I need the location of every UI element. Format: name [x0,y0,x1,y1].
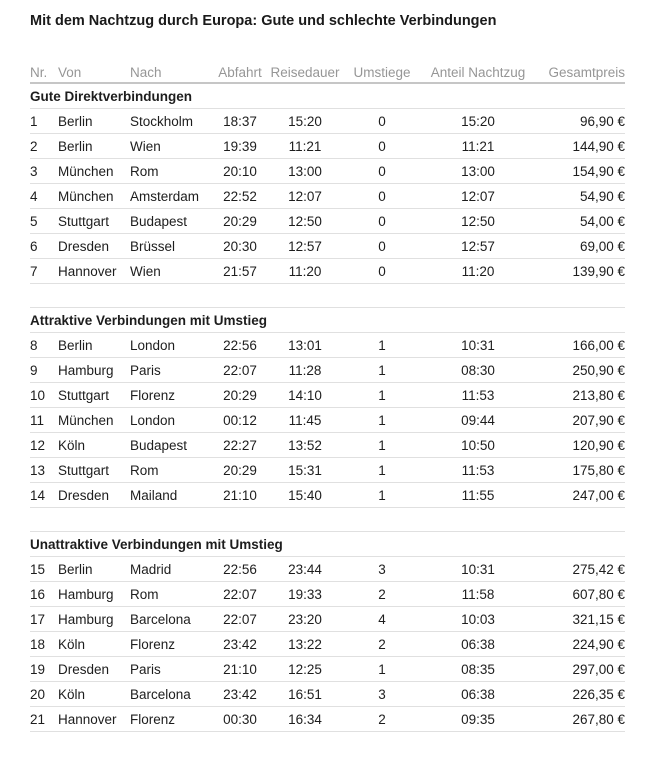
cell-anteil-nachtzug: 13:00 [461,163,495,179]
cell-gesamtpreis: 166,00 € [572,337,625,353]
cell-nr: 1 [30,113,38,129]
cell-abfahrt: 20:10 [223,163,257,179]
cell-gesamtpreis: 120,90 € [572,437,625,453]
cell-nr: 13 [30,462,46,478]
cell-von: Berlin [58,138,93,154]
cell-umstiege: 1 [378,437,386,453]
cell-reisedauer: 13:00 [288,163,322,179]
cell-reisedauer: 12:07 [288,188,322,204]
table-section [30,531,625,732]
cell-nr: 3 [30,163,38,179]
table-row [30,483,625,508]
table-row [30,458,625,483]
cell-umstiege: 2 [378,711,386,727]
cell-abfahrt: 22:56 [223,337,257,353]
cell-gesamtpreis: 213,80 € [572,387,625,403]
cell-von: Dresden [58,661,110,677]
cell-von: Dresden [58,487,110,503]
cell-nach: Paris [130,661,161,677]
cell-von: Köln [58,636,86,652]
cell-von: Stuttgart [58,462,110,478]
cell-nr: 7 [30,263,38,279]
cell-umstiege: 3 [378,561,386,577]
cell-reisedauer: 12:25 [288,661,322,677]
cell-gesamtpreis: 69,00 € [579,238,625,254]
cell-gesamtpreis: 297,00 € [572,661,625,677]
cell-abfahrt: 18:37 [223,113,257,129]
table-row [30,557,625,582]
cell-umstiege: 0 [378,163,386,179]
cell-anteil-nachtzug: 11:21 [461,138,495,154]
cell-umstiege: 1 [378,337,386,353]
cell-reisedauer: 15:20 [288,113,322,129]
cell-abfahrt: 20:30 [223,238,257,254]
cell-anteil-nachtzug: 06:38 [461,686,495,702]
cell-anteil-nachtzug: 09:35 [461,711,495,727]
cell-nr: 21 [30,711,46,727]
cell-nach: London [130,412,176,428]
cell-nr: 9 [30,362,38,378]
cell-umstiege: 0 [378,138,386,154]
table-row [30,383,625,408]
cell-nach: Florenz [130,636,176,652]
table-row [30,582,625,607]
column-header-nr: Nr. [30,64,48,80]
cell-reisedauer: 11:21 [288,138,322,154]
cell-gesamtpreis: 607,80 € [572,586,625,602]
cell-von: Berlin [58,561,93,577]
cell-nach: Paris [130,362,161,378]
cell-anteil-nachtzug: 11:20 [461,263,495,279]
cell-nr: 20 [30,686,46,702]
table-row [30,234,625,259]
cell-abfahrt: 00:30 [223,711,257,727]
table-row [30,333,625,358]
table-row [30,657,625,682]
cell-von: Hamburg [58,362,114,378]
table-row [30,259,625,284]
cell-reisedauer: 11:28 [288,362,322,378]
cell-nach: Mailand [130,487,178,503]
table-row [30,134,625,159]
cell-umstiege: 0 [378,263,386,279]
cell-nach: Budapest [130,437,188,453]
cell-abfahrt: 22:07 [223,611,257,627]
table-row [30,159,625,184]
cell-nr: 6 [30,238,38,254]
section-header-label: Unattraktive Verbindungen mit Umstieg [30,532,625,557]
table-row [30,707,625,732]
cell-nr: 10 [30,387,46,403]
cell-nach: Amsterdam [130,188,200,204]
cell-reisedauer: 11:45 [288,412,322,428]
cell-reisedauer: 19:33 [288,586,322,602]
table-row [30,109,625,134]
table-section [30,84,625,284]
cell-gesamtpreis: 275,42 € [572,561,625,577]
column-header-reisedauer: Reisedauer [270,64,340,80]
table-header-row [30,62,625,84]
cell-abfahrt: 19:39 [223,138,257,154]
cell-reisedauer: 16:51 [288,686,322,702]
cell-gesamtpreis: 267,80 € [572,711,625,727]
cell-reisedauer: 12:57 [288,238,322,254]
cell-nach: Barcelona [130,686,191,702]
cell-abfahrt: 20:29 [223,462,257,478]
cell-nach: Stockholm [130,113,194,129]
cell-umstiege: 0 [378,113,386,129]
cell-gesamtpreis: 226,35 € [572,686,625,702]
cell-umstiege: 4 [378,611,386,627]
cell-gesamtpreis: 154,90 € [572,163,625,179]
cell-abfahrt: 00:12 [223,412,257,428]
cell-umstiege: 1 [378,362,386,378]
cell-nach: Budapest [130,213,188,229]
cell-nach: Florenz [130,387,176,403]
cell-nr: 12 [30,437,46,453]
section-header-label: Gute Direktverbindungen [30,84,625,109]
cell-nr: 5 [30,213,38,229]
cell-von: Hamburg [58,611,114,627]
cell-von: Stuttgart [58,387,110,403]
cell-abfahrt: 22:56 [223,561,257,577]
cell-reisedauer: 15:31 [288,462,322,478]
cell-abfahrt: 20:29 [223,213,257,229]
section-header-label: Attraktive Verbindungen mit Umstieg [30,308,625,333]
cell-von: Stuttgart [58,213,110,229]
cell-von: Hannover [58,711,117,727]
cell-anteil-nachtzug: 10:50 [461,437,495,453]
cell-reisedauer: 14:10 [288,387,322,403]
cell-nach: Madrid [130,561,172,577]
cell-anteil-nachtzug: 11:53 [461,387,495,403]
cell-nach: Rom [130,586,159,602]
cell-von: Berlin [58,113,93,129]
cell-umstiege: 2 [378,586,386,602]
cell-nach: Rom [130,462,159,478]
cell-umstiege: 0 [378,238,386,254]
cell-gesamtpreis: 250,90 € [572,362,625,378]
cell-nach: Wien [130,263,161,279]
cell-gesamtpreis: 96,90 € [579,113,625,129]
cell-gesamtpreis: 175,80 € [572,462,625,478]
cell-abfahrt: 21:10 [223,661,257,677]
cell-umstiege: 1 [378,487,386,503]
cell-gesamtpreis: 247,00 € [572,487,625,503]
cell-von: Hannover [58,263,117,279]
cell-nr: 8 [30,337,38,353]
cell-anteil-nachtzug: 11:58 [461,586,495,602]
cell-anteil-nachtzug: 08:35 [461,661,495,677]
table-row [30,184,625,209]
cell-nr: 16 [30,586,46,602]
cell-gesamtpreis: 139,90 € [572,263,625,279]
table-section [30,307,625,508]
cell-umstiege: 1 [378,661,386,677]
cell-reisedauer: 13:52 [288,437,322,453]
cell-anteil-nachtzug: 06:38 [461,636,495,652]
cell-nach: London [130,337,176,353]
cell-nach: Barcelona [130,611,191,627]
cell-anteil-nachtzug: 10:03 [461,611,495,627]
cell-abfahrt: 22:27 [223,437,257,453]
cell-nach: Wien [130,138,161,154]
cell-abfahrt: 21:10 [223,487,257,503]
cell-umstiege: 1 [378,387,386,403]
cell-anteil-nachtzug: 10:31 [461,561,495,577]
cell-nr: 17 [30,611,46,627]
cell-anteil-nachtzug: 11:55 [461,487,495,503]
cell-nr: 18 [30,636,46,652]
column-header-von: Von [58,64,82,80]
cell-nr: 14 [30,487,46,503]
cell-abfahrt: 22:52 [223,188,257,204]
cell-nr: 4 [30,188,38,204]
table-row [30,433,625,458]
cell-umstiege: 0 [378,188,386,204]
cell-nach: Florenz [130,711,176,727]
cell-anteil-nachtzug: 15:20 [461,113,495,129]
cell-nr: 19 [30,661,46,677]
table-row [30,358,625,383]
cell-abfahrt: 22:07 [223,362,257,378]
cell-anteil-nachtzug: 12:07 [461,188,495,204]
cell-gesamtpreis: 144,90 € [572,138,625,154]
cell-von: Köln [58,686,86,702]
cell-umstiege: 2 [378,636,386,652]
cell-von: Köln [58,437,86,453]
cell-nach: Brüssel [130,238,176,254]
cell-gesamtpreis: 321,15 € [572,611,625,627]
cell-von: München [58,412,114,428]
cell-von: Hamburg [58,586,114,602]
cell-gesamtpreis: 224,90 € [572,636,625,652]
cell-reisedauer: 12:50 [288,213,322,229]
cell-von: Dresden [58,238,110,254]
cell-abfahrt: 21:57 [223,263,257,279]
cell-umstiege: 1 [378,462,386,478]
cell-reisedauer: 16:34 [288,711,322,727]
cell-von: Berlin [58,337,93,353]
cell-nr: 15 [30,561,46,577]
column-header-abfahrt: Abfahrt [218,64,262,80]
cell-reisedauer: 23:20 [288,611,322,627]
cell-anteil-nachtzug: 09:44 [461,412,495,428]
cell-nr: 2 [30,138,38,154]
column-header-nach: Nach [130,64,162,80]
cell-anteil-nachtzug: 10:31 [461,337,495,353]
cell-nr: 11 [30,412,45,428]
cell-reisedauer: 13:01 [288,337,322,353]
cell-reisedauer: 13:22 [288,636,322,652]
cell-von: München [58,188,114,204]
table-row [30,408,625,433]
cell-abfahrt: 20:29 [223,387,257,403]
table-row [30,607,625,632]
cell-abfahrt: 23:42 [223,686,257,702]
page-title: Mit dem Nachtzug durch Europa: Gute und schlechte Verbindungen [30,13,497,29]
cell-abfahrt: 22:07 [223,586,257,602]
cell-nach: Rom [130,163,159,179]
cell-anteil-nachtzug: 12:50 [461,213,495,229]
cell-reisedauer: 11:20 [288,263,322,279]
cell-reisedauer: 15:40 [288,487,322,503]
cell-gesamtpreis: 207,90 € [572,412,625,428]
cell-anteil-nachtzug: 08:30 [461,362,495,378]
cell-anteil-nachtzug: 12:57 [461,238,495,254]
table-row [30,632,625,657]
cell-anteil-nachtzug: 11:53 [461,462,495,478]
cell-gesamtpreis: 54,90 € [579,188,625,204]
column-header-anteil-nachtzug: Anteil Nachtzug [430,64,526,80]
cell-reisedauer: 23:44 [288,561,322,577]
table-body [30,84,625,732]
cell-umstiege: 0 [378,213,386,229]
cell-abfahrt: 23:42 [223,636,257,652]
column-header-umstiege: Umstiege [353,64,411,80]
table-row [30,209,625,234]
cell-umstiege: 3 [378,686,386,702]
cell-von: München [58,163,114,179]
cell-umstiege: 1 [378,412,386,428]
cell-gesamtpreis: 54,00 € [579,213,625,229]
table-row [30,682,625,707]
column-header-gesamtpreis: Gesamtpreis [548,64,625,80]
